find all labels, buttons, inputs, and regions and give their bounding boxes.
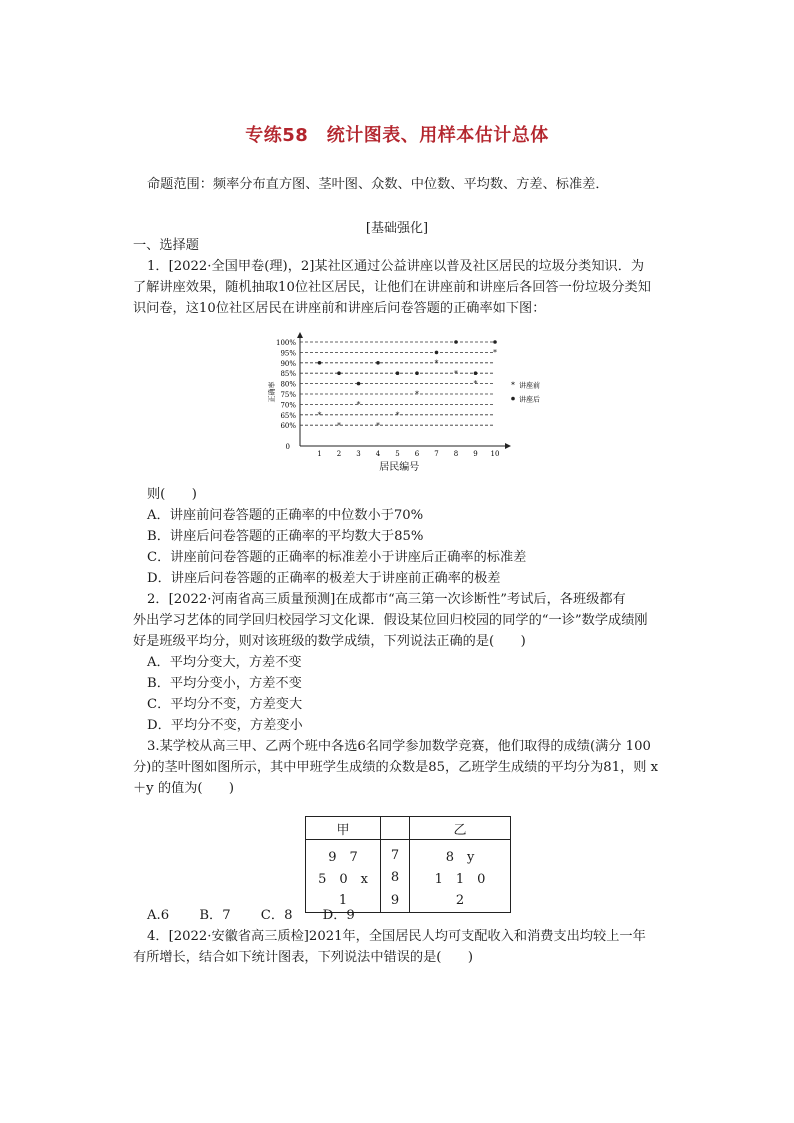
point-before: * xyxy=(317,410,322,420)
x-tick-label: 1 xyxy=(317,450,322,458)
point-after xyxy=(454,340,458,344)
q3-line-3: ＋y 的值为( ) xyxy=(133,781,235,796)
stem-left-leaves: 1 xyxy=(306,888,381,913)
x-tick-label: 8 xyxy=(453,450,459,458)
y-axis-label: 正确率 xyxy=(268,381,276,403)
stem-left-leaves: 9 7 xyxy=(306,840,381,867)
point-after xyxy=(376,361,380,365)
stem-leaf-table xyxy=(305,816,511,913)
point-before: * xyxy=(395,410,400,420)
point-before: * xyxy=(454,368,458,378)
section-label: [基础强化] xyxy=(365,221,429,236)
stem-right-leaves: 2 xyxy=(410,888,511,913)
x-axis-arrow xyxy=(505,443,511,449)
q1-line-3: 识问卷，这10位社区居民在讲座前和讲座后问卷答题的正确率如下图： xyxy=(133,301,546,316)
q3-options xyxy=(147,907,381,925)
y-tick-label: 75% xyxy=(280,391,296,399)
stem-value: 7 xyxy=(381,840,410,867)
point-before: * xyxy=(493,348,497,357)
point-after xyxy=(435,351,439,355)
x-tick-label: 4 xyxy=(375,450,381,458)
stem-right-leaves: 1 1 0 xyxy=(410,866,511,888)
y-tick-label: 80% xyxy=(280,380,296,389)
q1-option-b: B．讲座后问卷答题的正确率的平均数大于85% xyxy=(147,529,424,544)
point-after xyxy=(357,382,361,386)
legend-marker-before: * xyxy=(511,380,515,390)
point-before: * xyxy=(434,358,439,368)
q2-option-a: A．平均分变大，方差不变 xyxy=(147,655,302,670)
point-before: * xyxy=(415,389,419,399)
y-tick-label: 65% xyxy=(280,411,296,420)
point-before: * xyxy=(473,379,478,389)
y-axis-arrow xyxy=(297,332,303,338)
y-tick-label: 85% xyxy=(280,370,296,379)
x-tick-label: 9 xyxy=(473,450,478,458)
origin-label: 0 xyxy=(285,443,290,451)
point-after xyxy=(474,371,478,375)
y-tick-label: 70% xyxy=(280,401,296,410)
x-axis-label: 居民编号 xyxy=(379,462,420,473)
legend-label-after: 讲座后 xyxy=(519,395,540,404)
point-before: * xyxy=(337,420,341,430)
x-tick-label: 6 xyxy=(414,450,420,458)
point-before: * xyxy=(356,400,361,409)
x-tick-label: 10 xyxy=(490,450,500,458)
stem-value: 8 xyxy=(381,866,410,888)
stem-right-leaves: 8 y xyxy=(410,840,511,867)
q1-option-c: C．讲座前问卷答题的正确率的标准差小于讲座后正确率的标准差 xyxy=(147,550,527,565)
q2-line-2: 外出学习艺体的同学回归校园学习文化课．假设某位回归校园的同学的“一诊”数学成绩刚 xyxy=(133,613,648,628)
q1-stem: 则( ) xyxy=(147,487,197,502)
point-after xyxy=(415,371,419,375)
x-tick-label: 3 xyxy=(356,450,361,458)
q1-line-1: 1．[2022·全国甲卷(理)，2]某社区通过公益讲座以普及社区居民的垃圾分类知识．为 xyxy=(147,259,645,274)
accuracy-scatter-chart xyxy=(262,330,562,480)
q1-option-d: D．讲座后问卷答题的正确率的极差大于讲座前正确率的极差 xyxy=(147,571,501,586)
stem-value: 9 xyxy=(381,888,410,913)
stem-right-header: 乙 xyxy=(410,817,511,840)
legend-label-before: 讲座前 xyxy=(519,381,540,390)
q3-line-2: 分)的茎叶图如图所示，其中甲班学生成绩的众数是85，乙班学生成绩的平均分为81，则 x xyxy=(133,760,659,775)
q4-line-2: 有所增长，结合如下统计图表，下列说法中错误的是( ) xyxy=(133,950,473,965)
stem-left-leaves: 5 0 x xyxy=(306,866,381,888)
point-before: * xyxy=(376,420,380,430)
y-tick-label: 60% xyxy=(280,422,296,431)
q3-option-a: A.6 xyxy=(147,908,170,923)
part-label: 一、选择题 xyxy=(133,238,199,253)
q4-line-1: 4．[2022·安徽省高三质检]2021年，全国居民人均可支配收入和消费支出均较上一年 xyxy=(147,929,646,944)
legend-marker-after xyxy=(511,397,515,401)
point-after xyxy=(493,340,497,344)
q2-line-1: 2．[2022·河南省高三质量预测]在成都市“高三第一次诊断性”考试后，各班级都有 xyxy=(147,592,626,607)
stem-left-header: 甲 xyxy=(306,817,381,840)
y-tick-label: 95% xyxy=(280,349,296,358)
q3-option-b: B．7 xyxy=(199,908,231,923)
q2-option-c: C．平均分不变，方差变大 xyxy=(147,697,303,712)
q2-option-d: D．平均分不变，方差变小 xyxy=(147,718,303,733)
q3-line-1: 3.某学校从高三甲、乙两个班中各选6名同学参加数学竞赛，他们取得的成绩(满分 100 xyxy=(147,739,651,754)
x-tick-label: 2 xyxy=(336,450,342,458)
q2-line-3: 好是班级平均分，则对该班级的数学成绩，下列说法正确的是( ) xyxy=(133,634,526,649)
x-tick-label: 7 xyxy=(434,450,439,458)
topic-scope: 命题范围：频率分布直方图、茎叶图、众数、中位数、平均数、方差、标准差． xyxy=(147,177,609,192)
q3-option-d: D．9 xyxy=(322,908,355,923)
point-after xyxy=(337,371,341,375)
q1-option-a: A．讲座前问卷答题的正确率的中位数小于70% xyxy=(147,508,424,523)
point-after xyxy=(396,371,400,375)
q2-option-b: B．平均分变小，方差不变 xyxy=(147,676,302,691)
q1-line-2: 了解讲座效果，随机抽取10位社区居民，让他们在讲座前和讲座后各回答一份垃圾分类知 xyxy=(133,280,651,295)
x-tick-label: 5 xyxy=(395,450,400,458)
y-tick-label: 100% xyxy=(275,339,296,347)
q3-option-c: C．8 xyxy=(260,908,293,923)
page-title: 专练58 统计图表、用样本估计总体 xyxy=(245,125,549,146)
y-tick-label: 90% xyxy=(280,359,296,368)
point-after xyxy=(318,361,322,365)
